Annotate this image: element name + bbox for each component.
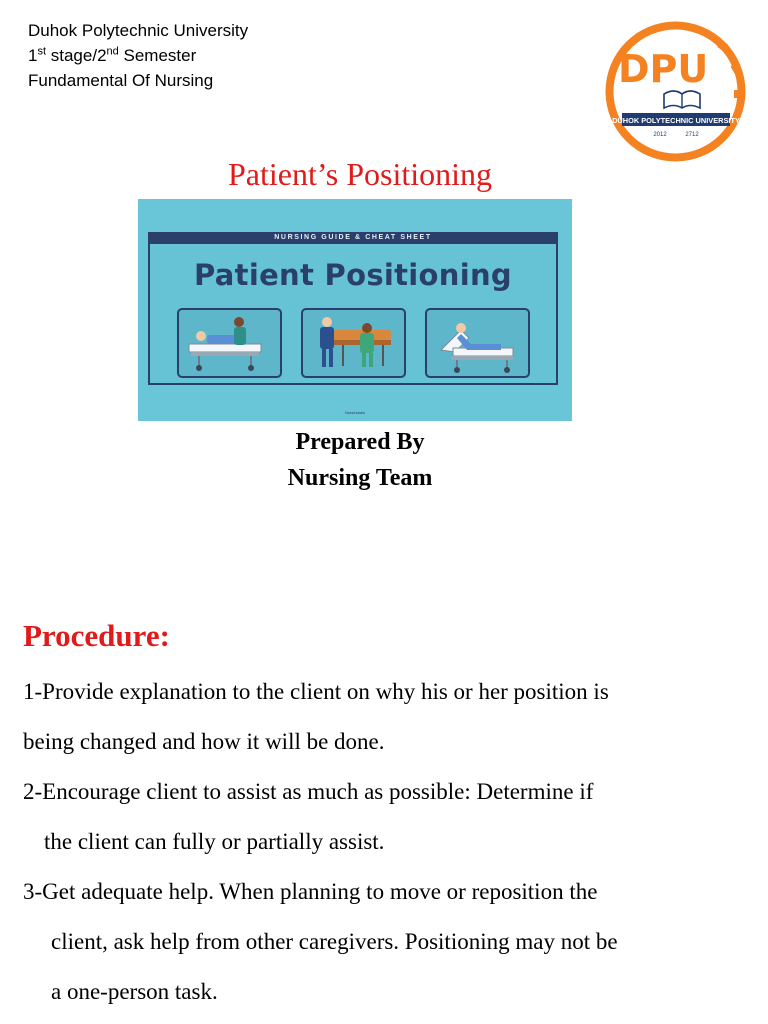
bed-illustration-panel	[177, 308, 282, 378]
procedure-line: 2-Encourage client to assist as much as possible: Determine if	[23, 779, 594, 804]
transfer-illustration-panel	[301, 308, 406, 378]
university-name: Duhok Polytechnic University	[28, 21, 249, 40]
procedure-line: the client can fully or partially assist.	[44, 829, 385, 854]
document-header	[28, 18, 248, 93]
logo-year-left: 2012	[653, 132, 667, 138]
procedure-line: a one-person task.	[51, 979, 218, 1004]
course-name: Fundamental Of Nursing	[28, 71, 214, 90]
patient-bed-icon	[179, 310, 280, 376]
logo-monogram: DPU	[618, 47, 709, 91]
procedure-line: 3-Get adequate help. When planning to move or reposition the	[23, 879, 598, 904]
raised-bed-icon	[427, 310, 528, 376]
procedure-heading: Procedure:	[23, 618, 170, 653]
prepared-by-block	[0, 424, 720, 496]
procedure-line: being changed and how it will be done.	[23, 729, 385, 754]
banner-footer: Nurseslabs	[344, 410, 365, 415]
logo-year-right: 2712	[685, 132, 699, 138]
prepared-by-team: Nursing Team	[287, 465, 433, 491]
page-title: Patient’s Positioning	[227, 156, 493, 192]
stage-semester: 1st stage/2nd Semester	[28, 45, 197, 65]
fowler-illustration-panel	[425, 308, 530, 378]
procedure-line: client, ask help from other caregivers. Positioning may not be	[51, 929, 618, 954]
university-logo	[604, 20, 747, 163]
procedure-line: 1-Provide explanation to the client on why his or her position is	[23, 679, 609, 704]
patient-positioning-banner	[138, 199, 572, 421]
banner-topbar: NURSING GUIDE & CHEAT SHEET	[148, 232, 558, 244]
banner-heading: Patient Positioning	[194, 258, 512, 292]
prepared-by-label: Prepared By	[295, 429, 425, 455]
patient-transfer-icon	[303, 310, 404, 376]
logo-text: DUHOK POLYTECHNIC UNIVERSITY	[612, 116, 740, 125]
